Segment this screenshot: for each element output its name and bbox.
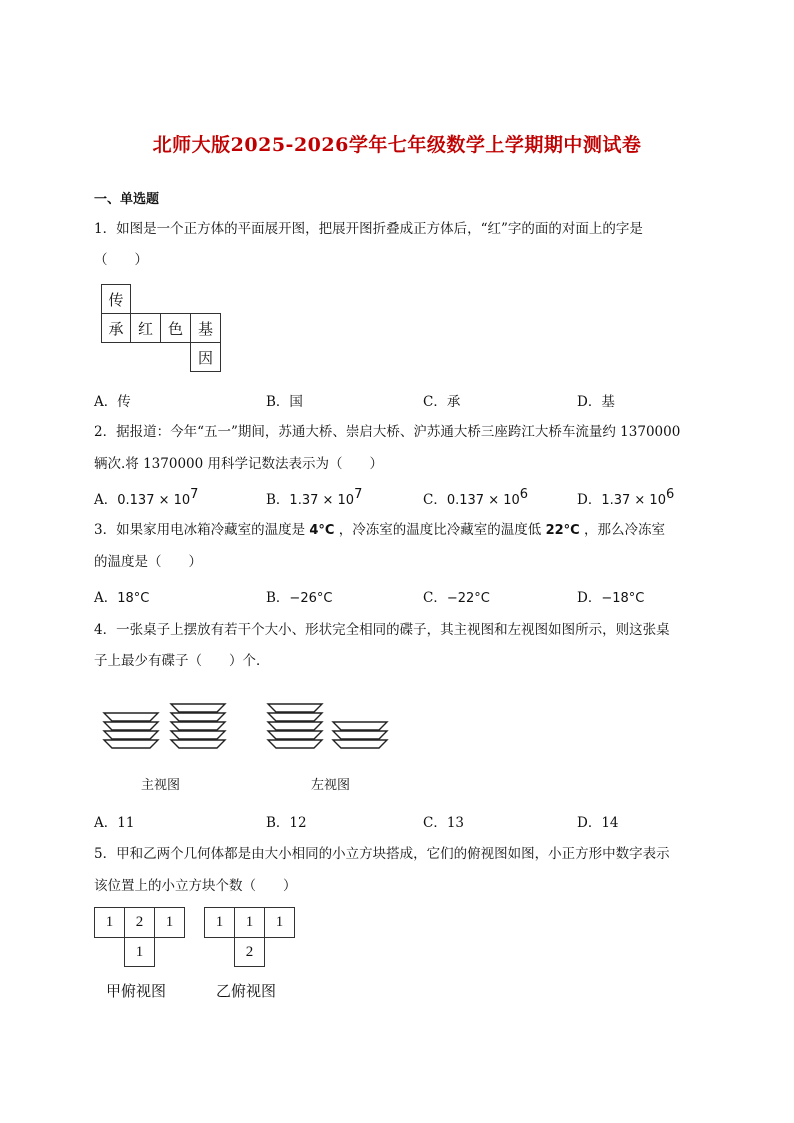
page-title: 北师大版2025-2026学年七年级数学上学期期中测试卷 xyxy=(152,134,642,156)
q5-stem-line2: 该位置上的小立方块个数（ ） xyxy=(94,878,297,894)
option-label: D． xyxy=(577,590,602,606)
q5-stem-line1: 5．甲和乙两个几何体都是由大小相同的小立方块搭成，它们的俯视图如图，小正方形中数字表示 xyxy=(94,846,670,862)
option-label: C． xyxy=(423,590,447,606)
q5-jia-top-view xyxy=(94,907,186,967)
q3-stem-line2: 的温度是（ ） xyxy=(94,554,202,570)
plate xyxy=(171,713,225,721)
q4-option-c[interactable]: C．13 xyxy=(423,815,465,831)
plate xyxy=(268,740,322,748)
option-base: 1.37 × 10 xyxy=(601,493,666,508)
q3-stem-line1 xyxy=(94,520,665,541)
q1-cube-net xyxy=(101,284,231,374)
q4-option-b[interactable]: B．12 xyxy=(266,815,307,831)
q4-stem-line1: 4．一张桌子上摆放有若干个大小、形状完全相同的碟子，其主视图和左视图如图所示，则这张桌 xyxy=(94,622,670,638)
net-cell: 因 xyxy=(190,342,221,372)
q5-yi-caption: 乙俯视图 xyxy=(216,982,277,1000)
plate xyxy=(268,713,322,721)
plate xyxy=(268,722,322,730)
net-cell: 红 xyxy=(130,313,161,343)
q3-text-a: 3．如果家用电冰箱冷藏室的温度是 xyxy=(94,522,306,538)
q3-text-b: ，冷冻室的温度比冷藏室的温度低 xyxy=(338,522,542,538)
q3-temp2: 22°C xyxy=(545,523,580,538)
section-heading: 一、单选题 xyxy=(94,192,160,207)
plate xyxy=(268,731,322,739)
plate xyxy=(333,731,387,739)
q4-option-a[interactable]: A．11 xyxy=(94,815,135,831)
q3-option-d[interactable] xyxy=(577,586,644,606)
option-label: D． xyxy=(577,492,602,508)
left-view-stack-right xyxy=(333,722,387,748)
plate xyxy=(104,740,158,748)
q5-jia-caption: 甲俯视图 xyxy=(106,982,167,1000)
plate xyxy=(171,731,225,739)
option-value: 18°C xyxy=(117,591,150,606)
net-cell: 传 xyxy=(101,284,131,314)
option-value: −22°C xyxy=(446,591,490,606)
grid-cell: 1 xyxy=(204,907,235,938)
left-view-stack-left xyxy=(268,704,322,748)
main-view-stack-right xyxy=(171,704,225,748)
option-exponent: 6 xyxy=(519,487,529,502)
grid-cell: 1 xyxy=(264,907,295,938)
net-cell: 基 xyxy=(190,313,221,343)
q3-text-c: ，那么冷冻室 xyxy=(584,522,666,538)
grid-cell: 1 xyxy=(234,907,265,938)
plate xyxy=(104,713,158,721)
q4-stem-line2: 子上最少有碟子（ ）个． xyxy=(94,653,270,669)
q3-temp1: 4°C xyxy=(309,523,335,538)
q2-option-b[interactable] xyxy=(266,487,362,508)
plate xyxy=(171,704,225,712)
plate xyxy=(171,722,225,730)
option-base: 1.37 × 10 xyxy=(289,493,355,508)
q3-option-c[interactable] xyxy=(423,586,490,606)
q2-option-d[interactable] xyxy=(577,487,674,508)
option-base: 0.137 × 10 xyxy=(446,493,520,508)
net-cell: 色 xyxy=(160,313,191,343)
plate xyxy=(104,731,158,739)
q4-plate-views xyxy=(96,686,406,756)
grid-cell: 1 xyxy=(94,907,125,938)
main-view-stack-left xyxy=(104,713,158,748)
option-label: A． xyxy=(94,492,118,508)
plate xyxy=(268,704,322,712)
q2-stem-line2: 辆次.将 1370000 用科学记数法表示为（ ） xyxy=(94,456,383,472)
q4-option-d[interactable]: D．14 xyxy=(577,815,619,831)
option-base: 0.137 × 10 xyxy=(117,493,191,508)
option-exponent: 6 xyxy=(665,487,675,502)
q2-option-c[interactable] xyxy=(423,487,528,508)
plate xyxy=(333,722,387,730)
option-exponent: 7 xyxy=(190,487,199,502)
q1-stem-line1: 1．如图是一个正方体的平面展开图，把展开图折叠成正方体后，“红”字的面的对面上的字是 xyxy=(94,221,643,237)
net-cell: 承 xyxy=(101,313,131,343)
option-label: B． xyxy=(266,492,290,508)
q1-stem-line2: （ ） xyxy=(94,252,148,268)
q5-yi-top-view xyxy=(204,907,296,967)
q3-option-b[interactable] xyxy=(266,586,332,606)
option-exponent: 7 xyxy=(354,487,363,502)
grid-cell: 2 xyxy=(234,937,265,967)
option-value: −18°C xyxy=(601,591,645,606)
q1-option-c[interactable]: C．承 xyxy=(423,394,461,410)
q2-stem-line1: 2．据报道：今年“五一”期间，苏通大桥、崇启大桥、沪苏通大桥三座跨江大桥车流量约 1370000 xyxy=(94,424,681,440)
q1-option-d[interactable]: D．基 xyxy=(577,394,615,410)
q1-option-b[interactable]: B．国 xyxy=(266,394,303,410)
grid-cell: 2 xyxy=(124,907,155,938)
plate xyxy=(333,740,387,748)
option-label: A． xyxy=(94,590,118,606)
q2-option-a[interactable] xyxy=(94,487,198,508)
option-label: B． xyxy=(266,590,290,606)
option-value: −26°C xyxy=(289,591,333,606)
plate xyxy=(171,740,225,748)
q3-option-a[interactable] xyxy=(94,586,149,606)
plate xyxy=(104,722,158,730)
grid-cell: 1 xyxy=(154,907,185,938)
q1-option-a[interactable]: A．传 xyxy=(94,394,131,410)
q4-caption-main: 主视图 xyxy=(141,778,181,793)
grid-cell: 1 xyxy=(124,937,155,967)
option-label: C． xyxy=(423,492,447,508)
q4-caption-left: 左视图 xyxy=(311,778,351,793)
